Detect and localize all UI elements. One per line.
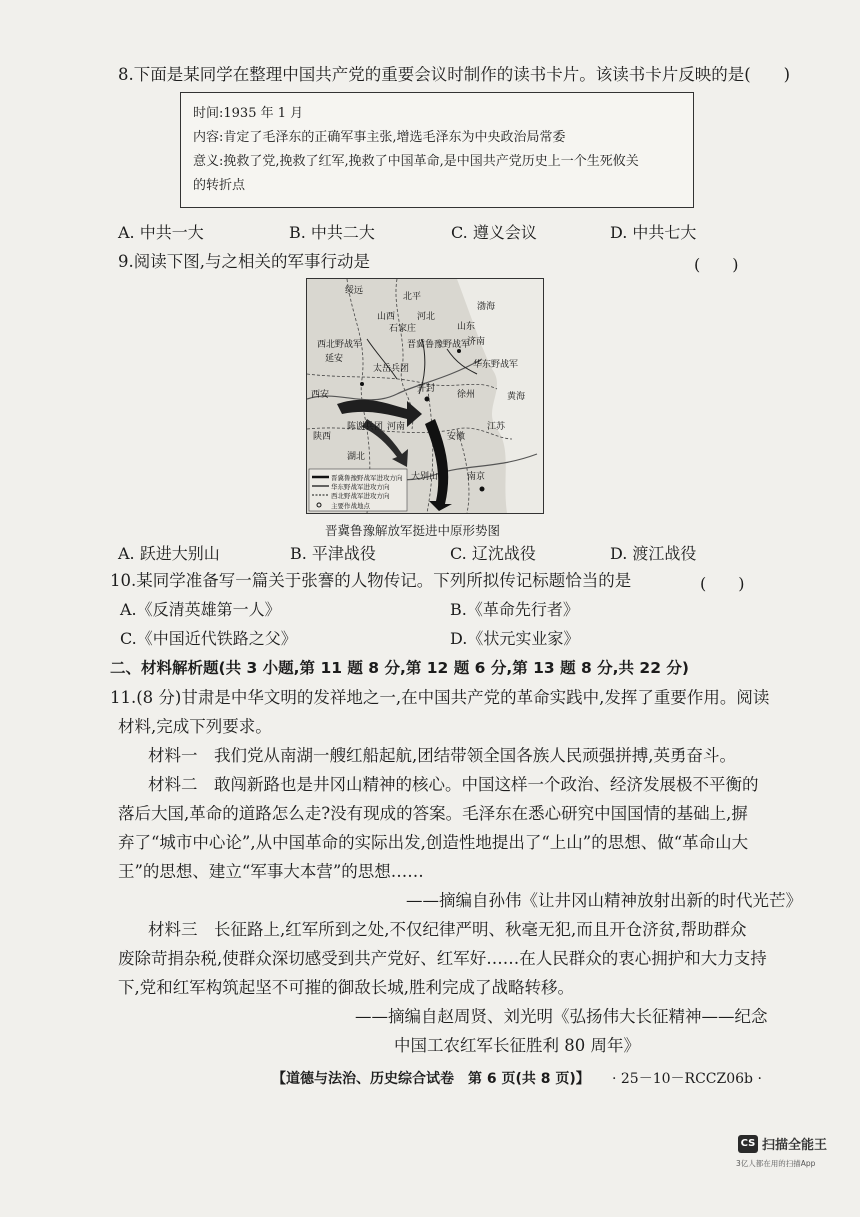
scanner-app-name: 扫描全能王 xyxy=(762,1138,828,1153)
map-label: 陕西 xyxy=(313,432,332,442)
map-label: 河北 xyxy=(417,312,436,322)
q9-option-a[interactable]: A. 跃进大别山 xyxy=(118,544,220,563)
q9-stem: 9.阅读下图,与之相关的军事行动是 xyxy=(118,252,370,271)
map-legend xyxy=(309,469,407,511)
map-caption: 晋冀鲁豫解放军挺进中原形势图 xyxy=(325,523,501,538)
footer-code: · 25－10－RCCZ06b · xyxy=(612,1071,762,1087)
historical-map xyxy=(306,278,544,514)
card-line-meaning-cont: 的转折点 xyxy=(193,178,246,193)
q9-option-b[interactable]: B. 平津战役 xyxy=(290,544,376,563)
material-2-line-1: 材料二 敢闯新路也是井冈山精神的核心。中国这样一个政治、经济发展极不平衡的 xyxy=(148,775,759,794)
q10-option-c[interactable]: C.《中国近代铁路之父》 xyxy=(120,629,297,648)
material-3-source: ——摘编自赵周贤、刘光明《弘扬伟大长征精神——纪念 xyxy=(355,1007,768,1026)
map-label: 南京 xyxy=(467,472,486,482)
q10-answer-paren: ( ) xyxy=(700,574,745,593)
map-label: 渤海 xyxy=(477,302,496,312)
map-graphic xyxy=(307,279,543,513)
card-line-content: 内容:肯定了毛泽东的正确军事主张,增选毛泽东为中央政治局常委 xyxy=(193,130,566,145)
q11-stem-cont: 材料,完成下列要求。 xyxy=(118,717,272,736)
q8-option-d[interactable]: D. 中共七大 xyxy=(610,223,697,242)
map-label: 西北野战军进攻方向 xyxy=(331,492,390,500)
q10-option-a[interactable]: A.《反清英雄第一人》 xyxy=(120,600,281,619)
reading-card xyxy=(180,92,694,208)
map-label: 主要作战地点 xyxy=(331,502,370,510)
q8-stem: 8.下面是某同学在整理中国共产党的重要会议时制作的读书卡片。该读书卡片反映的是( ) xyxy=(118,65,791,84)
map-label: 山东 xyxy=(457,322,476,332)
map-label: 开封 xyxy=(417,384,436,394)
q10-stem: 10.某同学准备写一篇关于张謇的人物传记。下列所拟传记标题恰当的是 xyxy=(110,571,632,590)
map-label: 徐州 xyxy=(457,390,476,400)
card-line-time: 时间:1935 年 1 月 xyxy=(193,106,304,121)
material-3-line-3: 下,党和红军构筑起坚不可摧的御敌长城,胜利完成了战略转移。 xyxy=(118,978,574,997)
section-2-heading: 二、材料解析题(共 3 小题,第 11 题 8 分,第 12 题 6 分,第 13 题 8 分,共 22 分) xyxy=(110,659,689,677)
map-label: 河南 xyxy=(387,422,406,432)
map-label: 晋冀鲁豫野战军进攻方向 xyxy=(331,474,403,482)
map-label: 湖北 xyxy=(347,452,366,462)
map-label: 黄海 xyxy=(507,392,526,402)
material-3-line-2: 废除苛捐杂税,使群众深切感受到共产党好、红军好……在人民群众的衷心拥护和大力支持 xyxy=(118,949,767,968)
map-label: 安徽 xyxy=(447,432,466,442)
q8-option-a[interactable]: A. 中共一大 xyxy=(118,223,204,242)
map-label: 华东野战军 xyxy=(473,360,519,370)
material-2-line-2: 落后大国,革命的道路怎么走?没有现成的答案。毛泽东在悉心研究中国国情的基础上,摒 xyxy=(118,804,748,823)
map-label: 陈谢兵团 xyxy=(347,422,384,432)
map-label: 大别山 xyxy=(411,472,439,482)
material-2-source: ——摘编自孙伟《让井冈山精神放射出新的时代光芒》 xyxy=(406,891,802,910)
q10-option-d[interactable]: D.《状元实业家》 xyxy=(450,629,580,648)
q9-answer-paren: ( ) xyxy=(694,255,739,274)
scanner-app-tagline: 3亿人都在用的扫描App xyxy=(736,1159,816,1168)
map-label: 西安 xyxy=(311,390,330,400)
card-line-meaning: 意义:挽救了党,挽救了红军,挽救了中国革命,是中国共产党历史上一个生死攸关 xyxy=(193,154,639,169)
material-3-line-1: 材料三 长征路上,红军所到之处,不仅纪律严明、秋毫无犯,而且开仓济贫,帮助群众 xyxy=(148,920,747,939)
q8-option-b[interactable]: B. 中共二大 xyxy=(289,223,375,242)
q9-option-d[interactable]: D. 渡江战役 xyxy=(610,544,697,563)
map-label: 晋冀鲁豫野战军 xyxy=(407,340,471,350)
map-label: 延安 xyxy=(325,354,344,364)
map-label: 山西 xyxy=(377,312,396,322)
map-label: 绥远 xyxy=(345,286,364,296)
q11-stem: 11.(8 分)甘肃是中华文明的发祥地之一,在中国共产党的革命实践中,发挥了重要作用。阅读 xyxy=(110,688,770,707)
material-3-source-cont: 中国工农红军长征胜利 80 周年》 xyxy=(394,1036,640,1055)
map-label: 济南 xyxy=(467,337,486,347)
map-label: 华东野战军进攻方向 xyxy=(331,483,390,491)
q10-option-b[interactable]: B.《革命先行者》 xyxy=(450,600,579,619)
map-label: 石家庄 xyxy=(389,324,417,334)
map-label: 西北野战军 xyxy=(317,340,363,350)
material-1: 材料一 我们党从南湖一艘红船起航,团结带领全国各族人民顽强拼搏,英勇奋斗。 xyxy=(148,746,736,765)
q8-option-c[interactable]: C. 遵义会议 xyxy=(451,223,537,242)
footer-page-info: 【道德与法治、历史综合试卷 第 6 页(共 8 页)】 xyxy=(272,1071,590,1087)
q9-option-c[interactable]: C. 辽沈战役 xyxy=(450,544,536,563)
scanner-logo-icon: CS xyxy=(738,1135,758,1153)
map-label: 江苏 xyxy=(487,422,506,432)
material-2-line-4: 王”的思想、建立“军事大本营”的思想…… xyxy=(118,862,424,881)
map-label: 太岳兵团 xyxy=(373,364,410,374)
material-2-line-3: 弃了“城市中心论”,从中国革命的实际出发,创造性地提出了“上山”的思想、做“革命山大 xyxy=(118,833,749,852)
map-label: 北平 xyxy=(403,292,422,302)
